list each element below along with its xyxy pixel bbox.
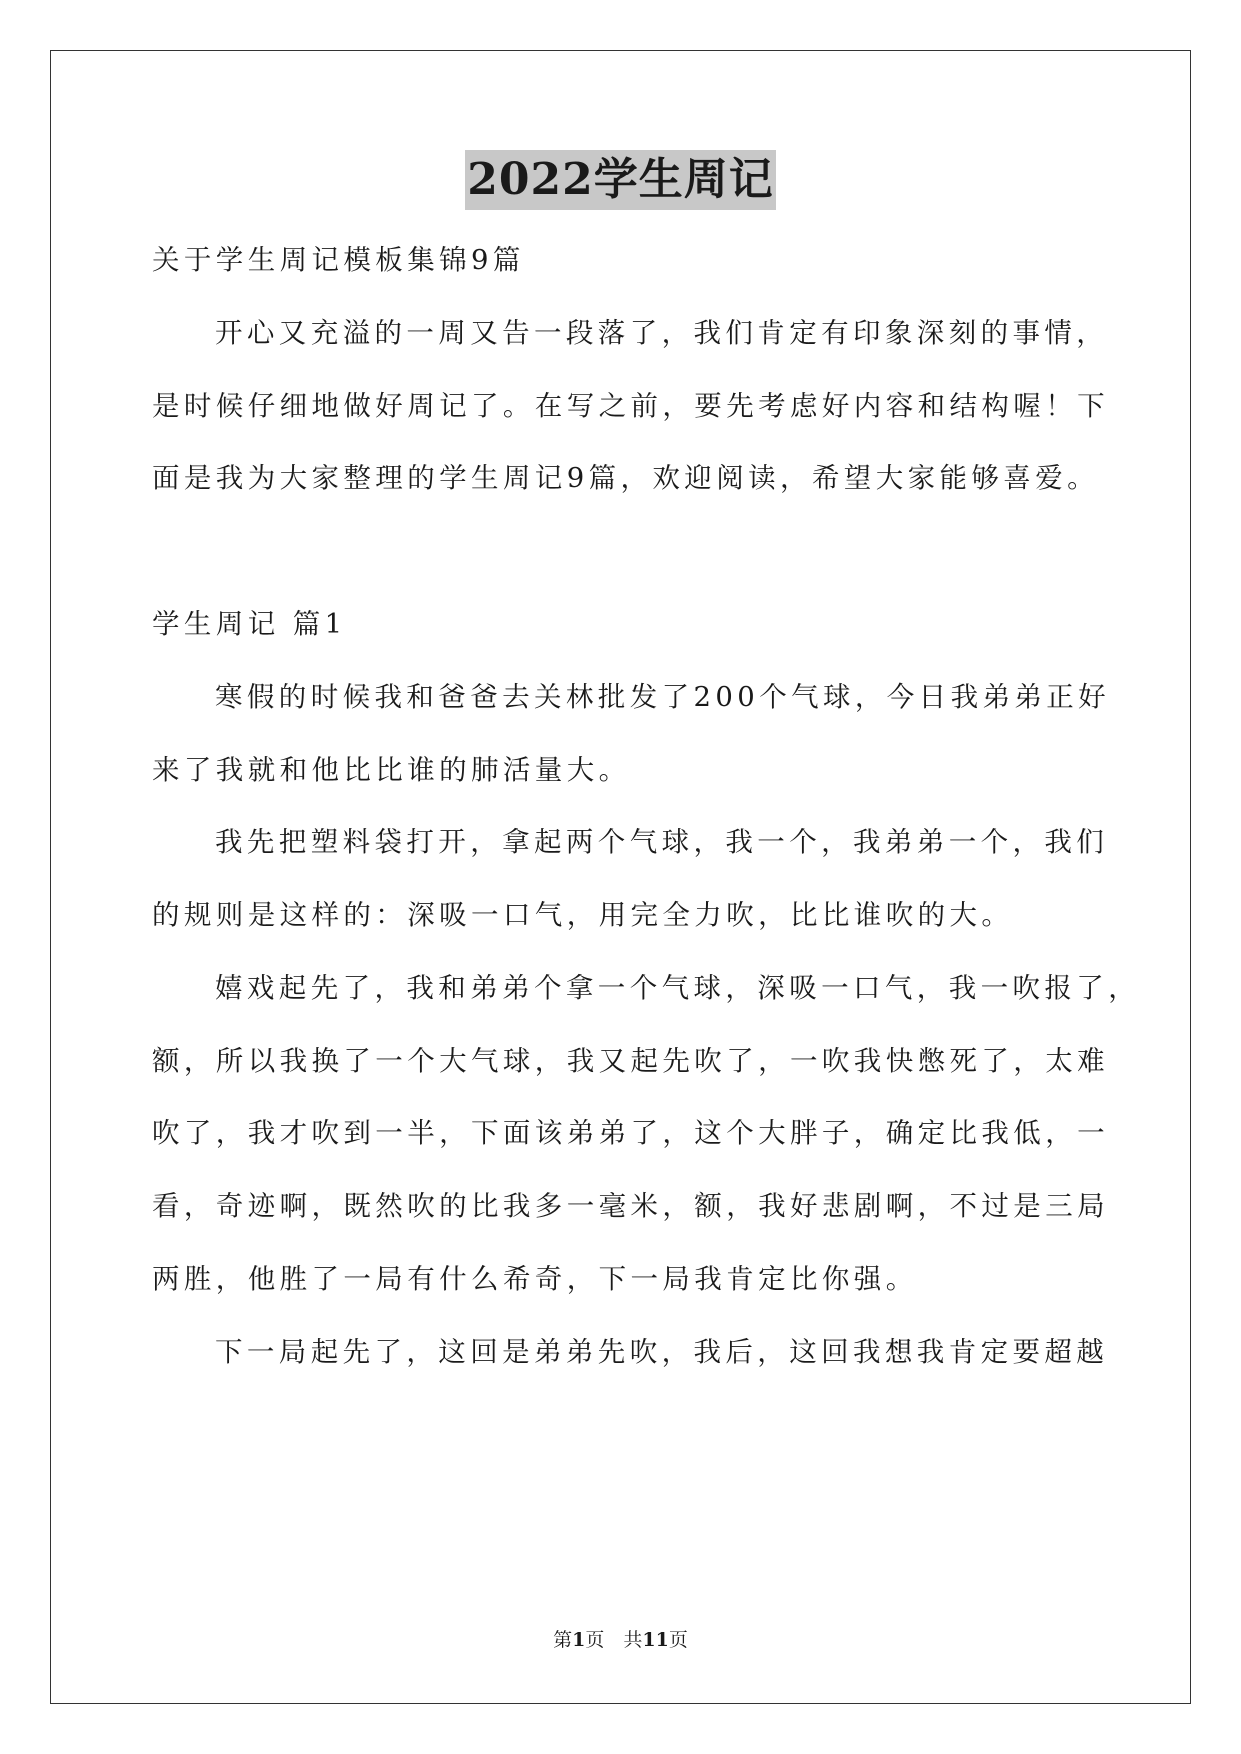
section-heading: 学生周记 篇1 — [152, 608, 347, 640]
body-line: 下一局起先了，这回是弟弟先吹，我后，这回我想我肯定要超越 — [215, 1336, 1109, 1368]
intro-line: 是时候仔细地做好周记了。在写之前，要先考虑好内容和结构喔！下 — [152, 390, 1109, 422]
body-line: 来了我就和他比比谁的肺活量大。 — [152, 754, 631, 786]
page-footer — [0, 1628, 1241, 1652]
footer-total-pages: 11 — [642, 1629, 669, 1651]
body-line: 看，奇迹啊，既然吹的比我多一毫米，额，我好悲剧啊，不过是三局 — [152, 1190, 1109, 1222]
intro-line: 开心又充溢的一周又告一段落了，我们肯定有印象深刻的事情， — [215, 317, 1109, 349]
body-line: 我先把塑料袋打开，拿起两个气球，我一个，我弟弟一个，我们 — [215, 826, 1109, 858]
body-line: 寒假的时候我和爸爸去关林批发了200个气球，今日我弟弟正好 — [215, 681, 1111, 713]
body-line: 嬉戏起先了，我和弟弟个拿一个气球，深吸一口气，我一吹报了， — [215, 972, 1141, 1004]
footer-middle: 页 共 — [585, 1629, 643, 1651]
footer-suffix: 页 — [668, 1629, 688, 1651]
footer-current-page: 1 — [572, 1629, 586, 1651]
body-line: 两胜，他胜了一局有什么希奇，下一局我肯定比你强。 — [152, 1263, 918, 1295]
page-border — [50, 50, 1191, 1704]
footer-prefix: 第 — [553, 1629, 573, 1651]
intro-line: 面是我为大家整理的学生周记9篇，欢迎阅读，希望大家能够喜爱。 — [152, 462, 1099, 494]
document-title: 2022学生周记 — [465, 150, 775, 210]
body-line: 的规则是这样的：深吸一口气，用完全力吹，比比谁吹的大。 — [152, 899, 1014, 931]
body-line: 额，所以我换了一个大气球，我又起先吹了，一吹我快憋死了，太难 — [152, 1045, 1109, 1077]
title-container — [0, 150, 1241, 210]
document-subtitle: 关于学生周记模板集锦9篇 — [152, 244, 525, 276]
body-line: 吹了，我才吹到一半，下面该弟弟了，这个大胖子，确定比我低，一 — [152, 1117, 1109, 1149]
